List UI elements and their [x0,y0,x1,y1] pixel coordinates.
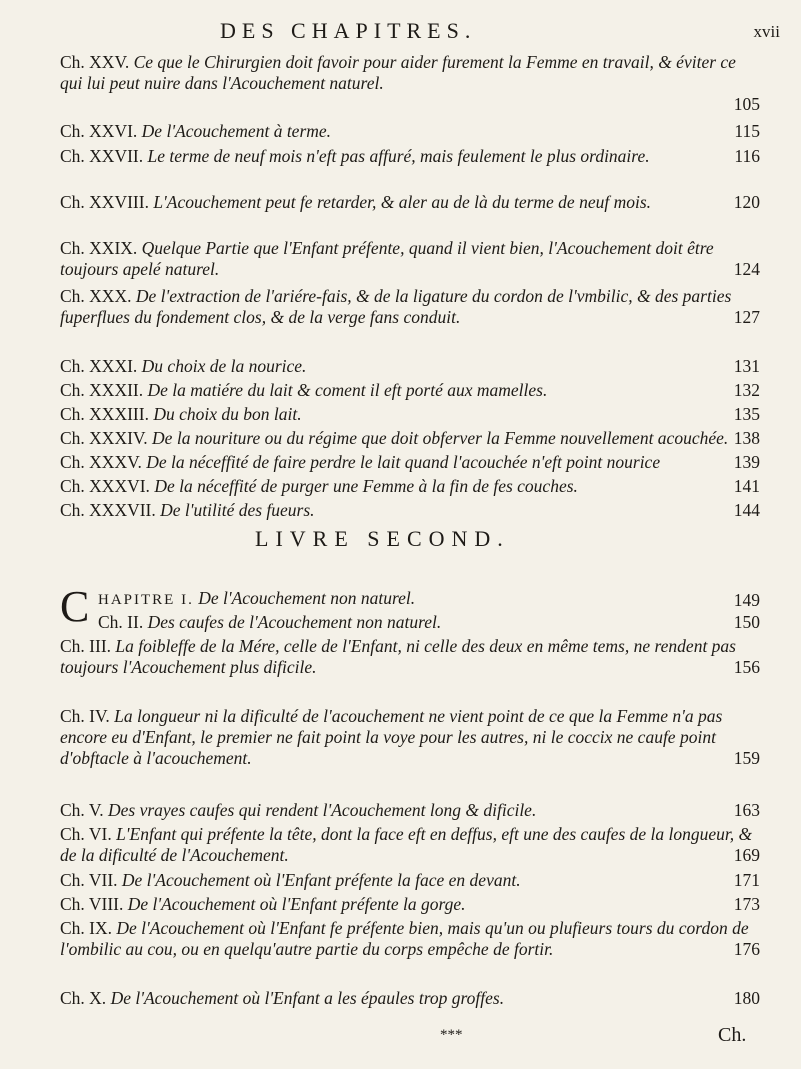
toc-entry: Ch. XXVII. Le terme de neuf mois n'eft pas affuré, mais feulement le plus ordinaire. 116 [60,146,760,166]
toc-entry: Ch. VIII. De l'Acouchement où l'Enfant préfente la gorge. 173 [60,894,760,914]
page-number: xvii [753,22,780,41]
toc-entry: Ch. XXX. De l'extraction de l'ariére-fais, & de la ligature du cordon de l'vmbilic, & des parties fuperflues du fondement clos, & de la verge fans conduit. 127 [60,286,760,327]
toc-entry: Ch. V. Des vrayes caufes qui rendent l'Acouchement long & dificile. 163 [60,800,760,820]
toc-entry: Ch. XXVIII. L'Acouchement peut fe retarder, & aler au de là du terme de neuf mois. 120 [60,192,760,212]
toc-entry: Ch. XXVI. De l'Acouchement à terme. 115 [60,121,760,141]
toc-entry: Ch. XXXI. Du choix de la nourice. 131 [60,356,760,376]
toc-entry [60,500,760,521]
toc-entry: Ch. XXXVI. De la néceffité de purger une Femme à la fin de fes couches. 141 [60,476,760,496]
toc-entry: Ch. XXXIII. Du choix du bon lait. 135 [60,404,760,424]
entry-page: 144 [733,500,760,520]
toc-entry: Ch. X. De l'Acouchement où l'Enfant a les épaules trop groffes. 180 [60,988,760,1008]
header-title: DES CHAPITRES. [220,18,477,43]
toc-entry: Ch. III. La foibleffe de la Mére, celle de l'Enfant, ni celle des deux en même tems, ne rendent pas toujours l'Acouchement plus dificile. 156 [60,636,760,677]
toc-entry: HAPITRE I. De l'Acouchement non naturel. 149 [98,588,760,610]
signature-mark: *** [440,1027,463,1043]
book-heading: LIVRE SECOND. [255,526,510,551]
toc-entry: Ch. II. Des caufes de l'Acouchement non naturel. 150 [98,612,760,632]
catchword: Ch. [718,1024,747,1046]
drop-cap: C [60,582,90,631]
toc-entry: Ch. XXV. Ce que le Chirurgien doit favoir pour aider furement la Femme en travail, & éviter ce qui lui peut nuire dans l'Acouchement naturel. 105 [60,52,760,114]
toc-entry: Ch. XXIX. Quelque Partie que l'Enfant préfente, quand il vient bien, l'Acouchement doit être toujours apelé naturel. 124 [60,238,760,279]
entry-title: De l'utilité des fueurs. [155,500,315,520]
toc-entry: Ch. IX. De l'Acouchement où l'Enfant fe préfente bien, mais qu'un ou plufieurs tours du cordon de l'ombilic au cou, ou en quelqu'autre partie du corps empêche de fortir. 176 [60,918,760,959]
toc-entry: Ch. XXXII. De la matiére du lait & coment il eft porté aux mamelles. 132 [60,380,760,400]
toc-entry: Ch. VII. De l'Acouchement où l'Enfant préfente la face en devant. 171 [60,870,760,890]
toc-entry: Ch. VI. L'Enfant qui préfente la tête, dont la face eft en deffus, eft une des caufes de la longueur, & de la dificulté de l'Acouchement. 169 [60,824,760,865]
toc-entry: Ch. XXXV. De la néceffité de faire perdre le lait quand l'acouchée n'eft point nourice 139 [60,452,760,472]
toc-entry: Ch. IV. La longueur ni la dificulté de l'acouchement ne vient point de ce que la Femme n'a pas encore eu d'Enfant, le premier ne fait point la voye pour les autres, ni le coccix ne caufe point d'obftacle à l'acouchement. 159 [60,706,760,768]
toc-entry: Ch. XXXIV. De la nouriture ou du régime que doit obferver la Femme nouvellement acouchée. 138 [60,428,760,448]
entry-number: Ch. XXXVII. [60,500,156,520]
